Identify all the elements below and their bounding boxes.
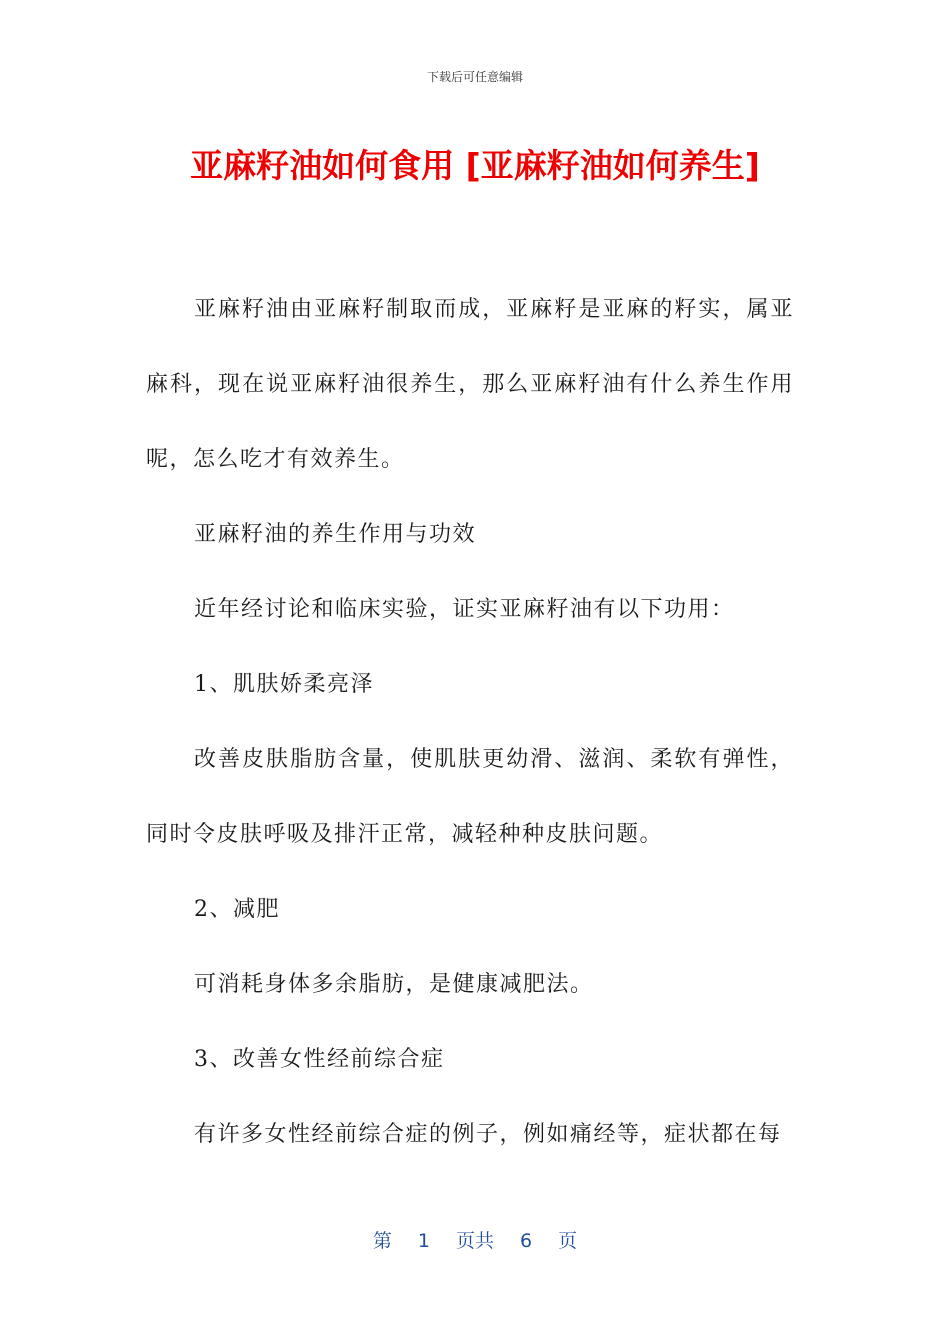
paragraph: 有许多女性经前综合症的例子，例如痛经等，症状都在每 <box>194 1122 782 1147</box>
footer-middle: 页共 <box>455 1230 494 1252</box>
list-heading: 1、肌肤娇柔亮泽 <box>194 672 374 697</box>
footer-prefix: 第 <box>372 1230 392 1252</box>
document-title: 亚麻籽油如何食用 [亚麻籽油如何养生] <box>190 146 760 185</box>
paragraph: 近年经讨论和临床实验，证实亚麻籽油有以下功用： <box>194 597 735 622</box>
document-body <box>146 272 794 1172</box>
paragraph: 改善皮肤脂肪含量，使肌肤更幼滑、滋润、柔软有弹性，同时令皮肤呼吸及排汗正常，减轻种种皮肤问题。 <box>146 747 794 847</box>
page-footer <box>0 1226 950 1253</box>
paragraph: 可消耗身体多余脂肪，是健康减肥法。 <box>194 972 594 997</box>
footer-suffix: 页 <box>558 1230 578 1252</box>
footer-total-pages: 6 <box>520 1230 533 1252</box>
paragraph: 亚麻籽油由亚麻籽制取而成，亚麻籽是亚麻的籽实，属亚麻科，现在说亚麻籽油很养生，那么亚麻籽油有什么养生作用呢，怎么吃才有效养生。 <box>146 297 794 472</box>
list-heading: 2、减肥 <box>194 897 280 922</box>
footer-page-number: 1 <box>417 1230 430 1252</box>
list-heading: 3、改善女性经前综合症 <box>194 1047 445 1072</box>
section-heading: 亚麻籽油的养生作用与功效 <box>194 522 477 547</box>
header-note: 下载后可任意编辑 <box>426 70 523 84</box>
